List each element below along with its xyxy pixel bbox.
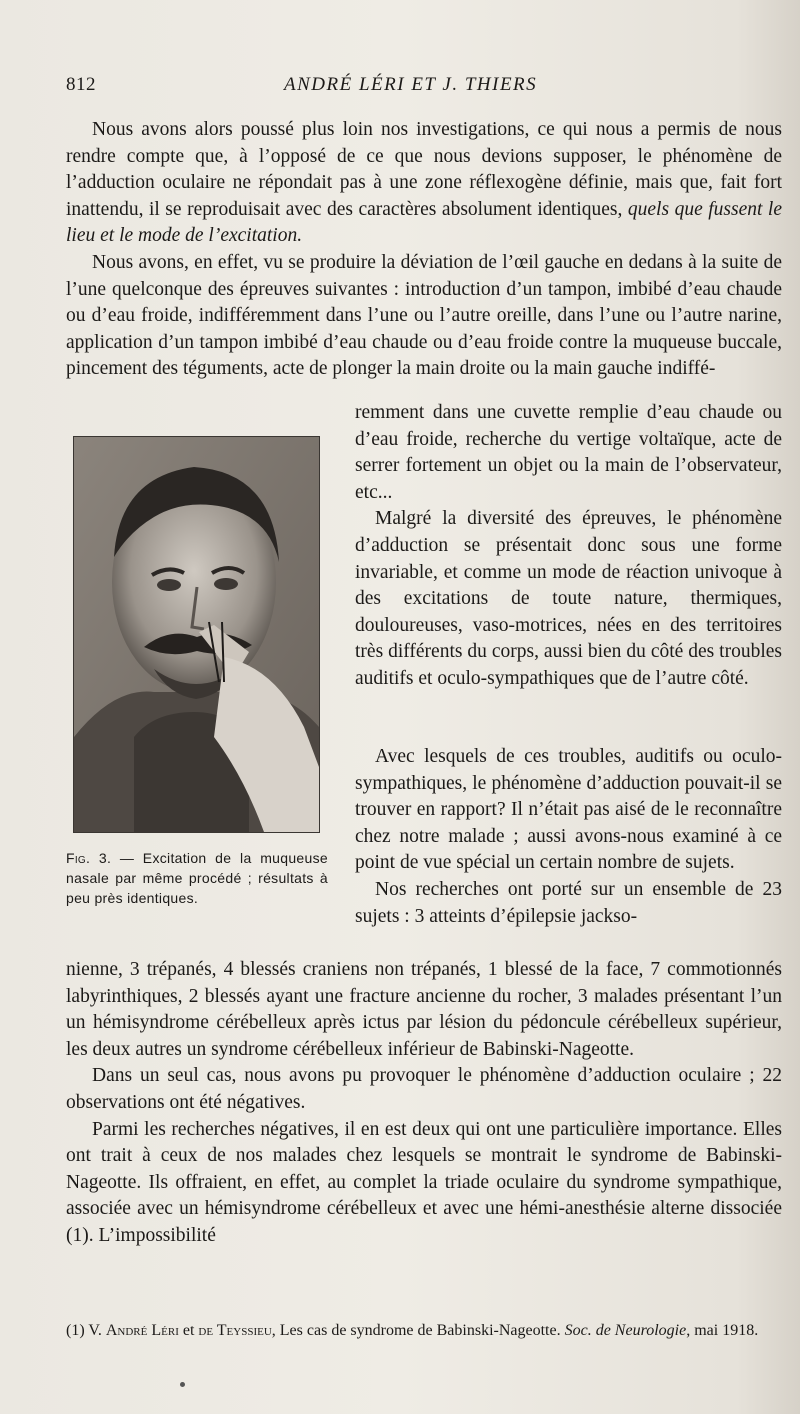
paragraph-2-continued: remment dans une cuvette remplie d’eau chaude ou d’eau froide, recherche du vertige voltaïque, acte de serrer fortement un objet ou la main de l’observateur, etc...: [355, 402, 782, 503]
figure-caption-text: — Excitation de la muqueuse nasale par même procédé ; résultats à peu près identiques.: [66, 850, 328, 906]
paragraph-4: Avec lesquels de ces troubles, auditifs ou oculo-sympathiques, le phénomène d’adduction pouvait-il se trouver en rapport? Il n’était pas aisé de le reconnaître chez notre malade ; aussi avons-nous examiné à ce point de vue spécial un certain nombre de sujets.: [355, 746, 782, 874]
footnote: (1) V. André Léri et de Teyssieu, Les cas de syndrome de Babinski-Nageotte. Soc. de Neurologie, mai 1918.: [66, 1322, 759, 1339]
page-number: 812: [66, 74, 96, 95]
emphasis-text: quels que fussent le lieu et le mode de l’excitation.: [66, 198, 783, 247]
side-column-upper: [355, 400, 782, 693]
figure-photograph: [73, 436, 320, 833]
body-text-top: [66, 117, 782, 383]
footnote-journal: Soc. de Neurologie: [564, 1322, 687, 1339]
page-dot: [180, 1382, 185, 1387]
paragraph-3: Malgré la diversité des épreuves, le phénomène d’adduction se présentait donc sous une forme invariable, et comme un mode de réaction univoque à des excitations de toute nature, thermiques, douloureuses, vaso-motrices, nées en des territoires très différents du corps, aussi bien du côté des troubles auditifs et oculo-sympathiques que de l’autre côté.: [355, 508, 782, 689]
page-header: [66, 74, 782, 100]
paragraph-5-continued: nienne, 3 trépanés, 4 blessés craniens non trépanés, 1 blessé de la face, 7 commotionnés labyrinthiques, 2 blessés ayant une fracture ancienne du rocher, 3 malades présentant l’un un hémisyndrome cérébelleux après ictus par lésion du pédoncule cérébelleux supérieur, les deux autres un syndrome cérébelleux inférieur de Babinski-Nageotte.: [66, 959, 782, 1060]
paragraph-1: Nous avons alors poussé plus loin nos investigations, ce qui nous a permis de nous rendre compte que, à l’opposé de ce que nous devions supposer, le phénomène de l’adduction oculaire ne répondait pas à une zone réflexogène définie, mais que, fait fort inattendu, il se reproduisait avec des caractères absolument identiques, quels que fussent le lieu et le mode de l’excitation.: [66, 119, 783, 247]
figure-caption: [66, 848, 328, 908]
figure-label: Fig. 3.: [66, 850, 112, 866]
footnote-author: de Teyssieu: [198, 1322, 272, 1339]
running-head: ANDRÉ LÉRI ET J. THIERS: [284, 74, 538, 95]
side-column-lower: [355, 744, 782, 930]
paragraph-7: Parmi les recherches négatives, il en est deux qui ont une particulière importance. Elles ont trait à ceux de nos malades chez lesquels se montrait le syndrome de Babinski-Nageotte. Ils offraient, en effet, au complet la triade oculaire du syndrome sympathique, associée avec un hémisyndrome cérébelleux et avec une hémi-anesthésie alterne dissociée (1). L’impossibilité: [66, 1118, 782, 1246]
body-text-bottom: [66, 957, 782, 1250]
footnote-author: André Léri: [105, 1322, 179, 1339]
paragraph-6: Dans un seul cas, nous avons pu provoquer le phénomène d’adduction oculaire ; 22 observations ont été négatives.: [66, 1065, 782, 1113]
paragraph-2: Nous avons, en effet, vu se produire la déviation de l’œil gauche en dedans à la suite de l’une quelconque des épreuves suivantes : introduction d’un tampon, imbibé d’eau chaude ou d’eau froide, indifféremment dans l’une ou l’autre oreille, dans l’une ou l’autre narine, application d’un tampon imbibé d’eau chaude ou d’eau froide contre la muqueuse buccale, pincement des téguments, acte de plonger la main droite ou la main gauche indiffé-: [66, 251, 782, 380]
paragraph-5: Nos recherches ont porté sur un ensemble de 23 sujets : 3 atteints d’épilepsie jackso-: [355, 878, 782, 927]
